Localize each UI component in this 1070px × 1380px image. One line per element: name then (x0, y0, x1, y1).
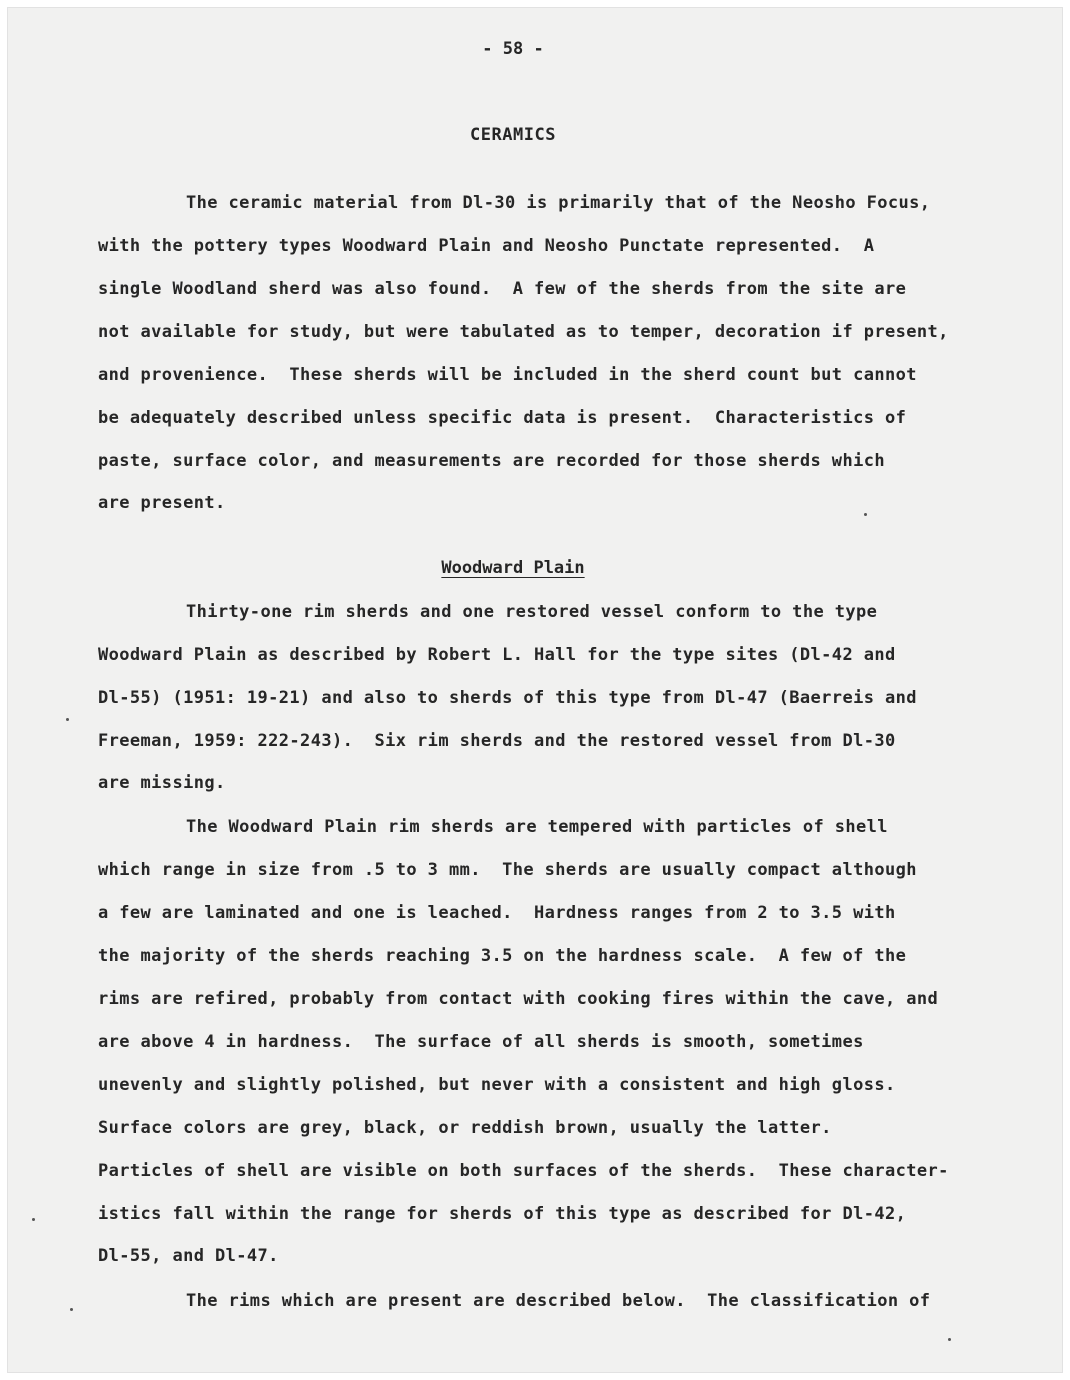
paragraph-line: single Woodland sherd was also found. A few of the sherds from the site are (98, 279, 907, 299)
paragraph-line: rims are refired, probably from contact with cooking fires within the cave, and (98, 989, 939, 1009)
scan-speck (948, 1338, 951, 1341)
paragraph-line: be adequately described unless specific data is present. Characteristics of (98, 408, 907, 428)
section-title: CERAMICS (470, 125, 556, 145)
paragraph-line: Thirty-one rim sherds and one restored vessel conform to the type (186, 602, 878, 622)
paragraph-line: with the pottery types Woodward Plain and Neosho Punctate represented. A (98, 236, 875, 256)
paragraph-line: a few are laminated and one is leached. Hardness ranges from 2 to 3.5 with (98, 903, 896, 923)
subsection-title (8, 558, 1018, 578)
paragraph-line: istics fall within the range for sherds of this type as described for Dl-42, (98, 1204, 907, 1224)
scan-speck (70, 1308, 73, 1311)
paragraph-line: Dl-55, and Dl-47. (98, 1246, 279, 1266)
paragraph-line: not available for study, but were tabulated as to temper, decoration if present, (98, 322, 949, 342)
paragraph-line: paste, surface color, and measurements are recorded for those sherds which (98, 451, 885, 471)
paragraph-line: The Woodward Plain rim sherds are tempered with particles of shell (186, 817, 888, 837)
paragraph-line: The rims which are present are described below. The classification of (186, 1291, 931, 1311)
paragraph-line: unevenly and slightly polished, but never with a consistent and high gloss. (98, 1075, 896, 1095)
paragraph-line: are missing. (98, 773, 226, 793)
paragraph-line: the majority of the sherds reaching 3.5 on the hardness scale. A few of the (98, 946, 907, 966)
paragraph-line: Dl-55) (1951: 19-21) and also to sherds of this type from Dl-47 (Baerreis and (98, 688, 917, 708)
scan-speck (864, 513, 867, 516)
subsection-title-text: Woodward Plain (441, 558, 585, 578)
document-page (8, 8, 1062, 1372)
page-number: - 58 - (482, 39, 544, 59)
scan-speck (32, 1218, 35, 1221)
paragraph-line: The ceramic material from Dl-30 is primarily that of the Neosho Focus, (186, 193, 931, 213)
paragraph-line: which range in size from .5 to 3 mm. The sherds are usually compact although (98, 860, 917, 880)
paragraph-line: Freeman, 1959: 222-243). Six rim sherds and the restored vessel from Dl-30 (98, 731, 896, 751)
paragraph-line: are above 4 in hardness. The surface of all sherds is smooth, sometimes (98, 1032, 864, 1052)
paragraph-line: Woodward Plain as described by Robert L. Hall for the type sites (Dl-42 and (98, 645, 896, 665)
paragraph-line: Surface colors are grey, black, or reddish brown, usually the latter. (98, 1118, 832, 1138)
paragraph-line: and provenience. These sherds will be included in the sherd count but cannot (98, 365, 917, 385)
paragraph-line: Particles of shell are visible on both surfaces of the sherds. These character- (98, 1161, 949, 1181)
scan-speck (66, 718, 69, 721)
paragraph-line: are present. (98, 493, 226, 513)
